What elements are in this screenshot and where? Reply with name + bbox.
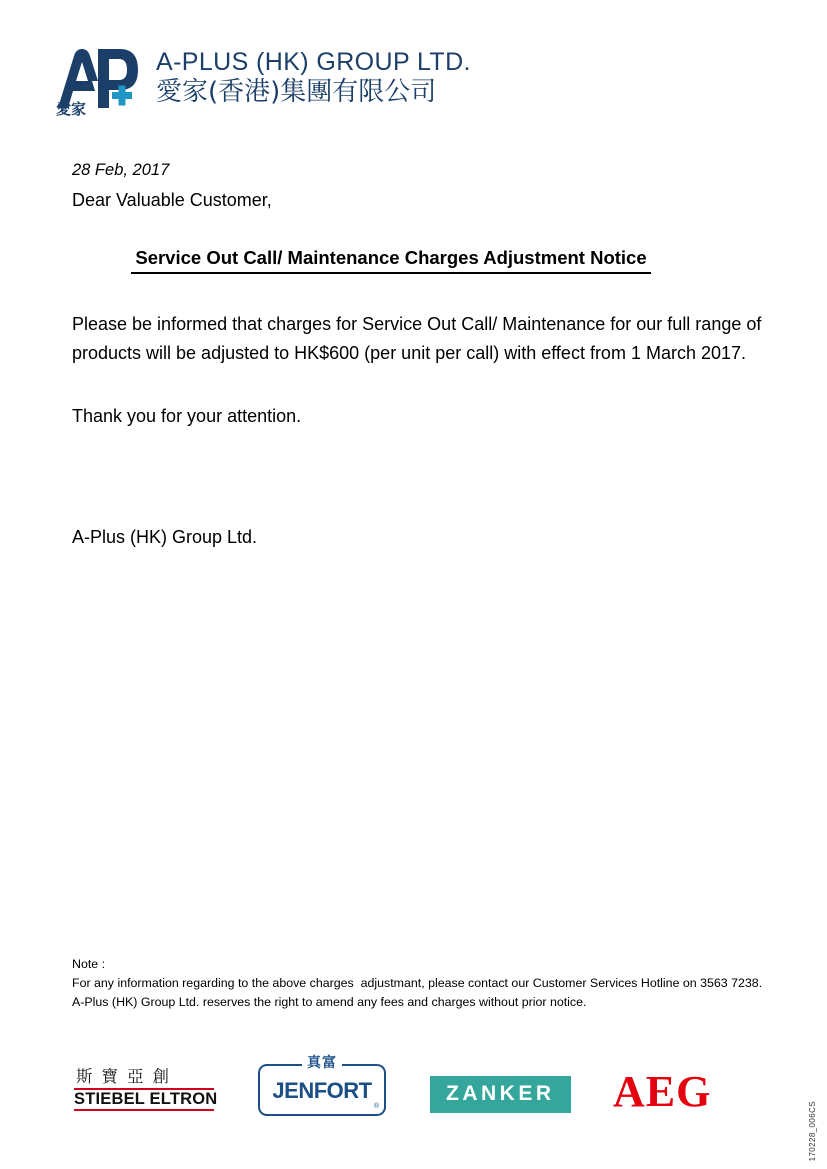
aeg-en: AEG — [613, 1067, 712, 1116]
page-title: Service Out Call/ Maintenance Charges Adjustment Notice — [131, 249, 650, 275]
letter-salutation: Dear Valuable Customer, — [72, 189, 272, 210]
zanker-block — [430, 1076, 571, 1113]
note-block — [72, 955, 784, 1013]
letterhead — [52, 46, 471, 118]
company-name-en: A-PLUS (HK) GROUP LTD. — [156, 48, 471, 76]
company-name-zh: 愛家(香港)集團有限公司 — [156, 77, 437, 107]
jenfort-zh: 真富 — [302, 1056, 342, 1070]
note-line-1: For any information regarding to the above charges adjustmant, please contact our Customer Services Hotline on 3563 7238. — [72, 976, 763, 991]
logo-zh-overlay: 愛家 — [56, 100, 87, 118]
note-heading: Note : — [72, 957, 106, 971]
ap-plus-logo-icon — [52, 46, 144, 118]
note-line-2: A-Plus (HK) Group Ltd. reserves the right to amend any fees and charges without prior notice. — [72, 995, 587, 1010]
letter-body — [72, 162, 762, 546]
print-reference-code: 170228_006CS — [808, 1100, 817, 1161]
stiebel-eltron-rule-bottom — [74, 1109, 214, 1111]
letter-paragraph: Please be informed that charges for Service Out Call/ Maintenance for our full range of products will be adjusted to HK$600 (per unit per call) with effect from 1 March 2017. — [72, 314, 762, 364]
zanker-en: ZANKER — [446, 1082, 555, 1105]
stiebel-eltron-en: STIEBEL ELTRON — [74, 1090, 218, 1109]
brand-logo-stiebel-eltron — [74, 1068, 217, 1111]
jenfort-registered-mark: ® — [373, 1103, 379, 1110]
brand-logo-zanker — [430, 1076, 571, 1113]
letter-signature: A-Plus (HK) Group Ltd. — [72, 527, 258, 548]
notice-title-row — [72, 246, 762, 275]
brand-logo-aeg — [613, 1067, 712, 1116]
jenfort-en: JENFORT — [272, 1077, 372, 1103]
letter-closing: Thank you for your attention. — [72, 406, 302, 427]
company-name-block — [156, 46, 471, 108]
brand-logo-jenfort — [258, 1055, 386, 1116]
letter-date: 28 Feb, 2017 — [72, 161, 170, 179]
jenfort-frame — [258, 1055, 386, 1116]
stiebel-eltron-zh: 斯寶亞創 — [76, 1067, 178, 1086]
brand-logo-strip — [0, 1055, 827, 1128]
